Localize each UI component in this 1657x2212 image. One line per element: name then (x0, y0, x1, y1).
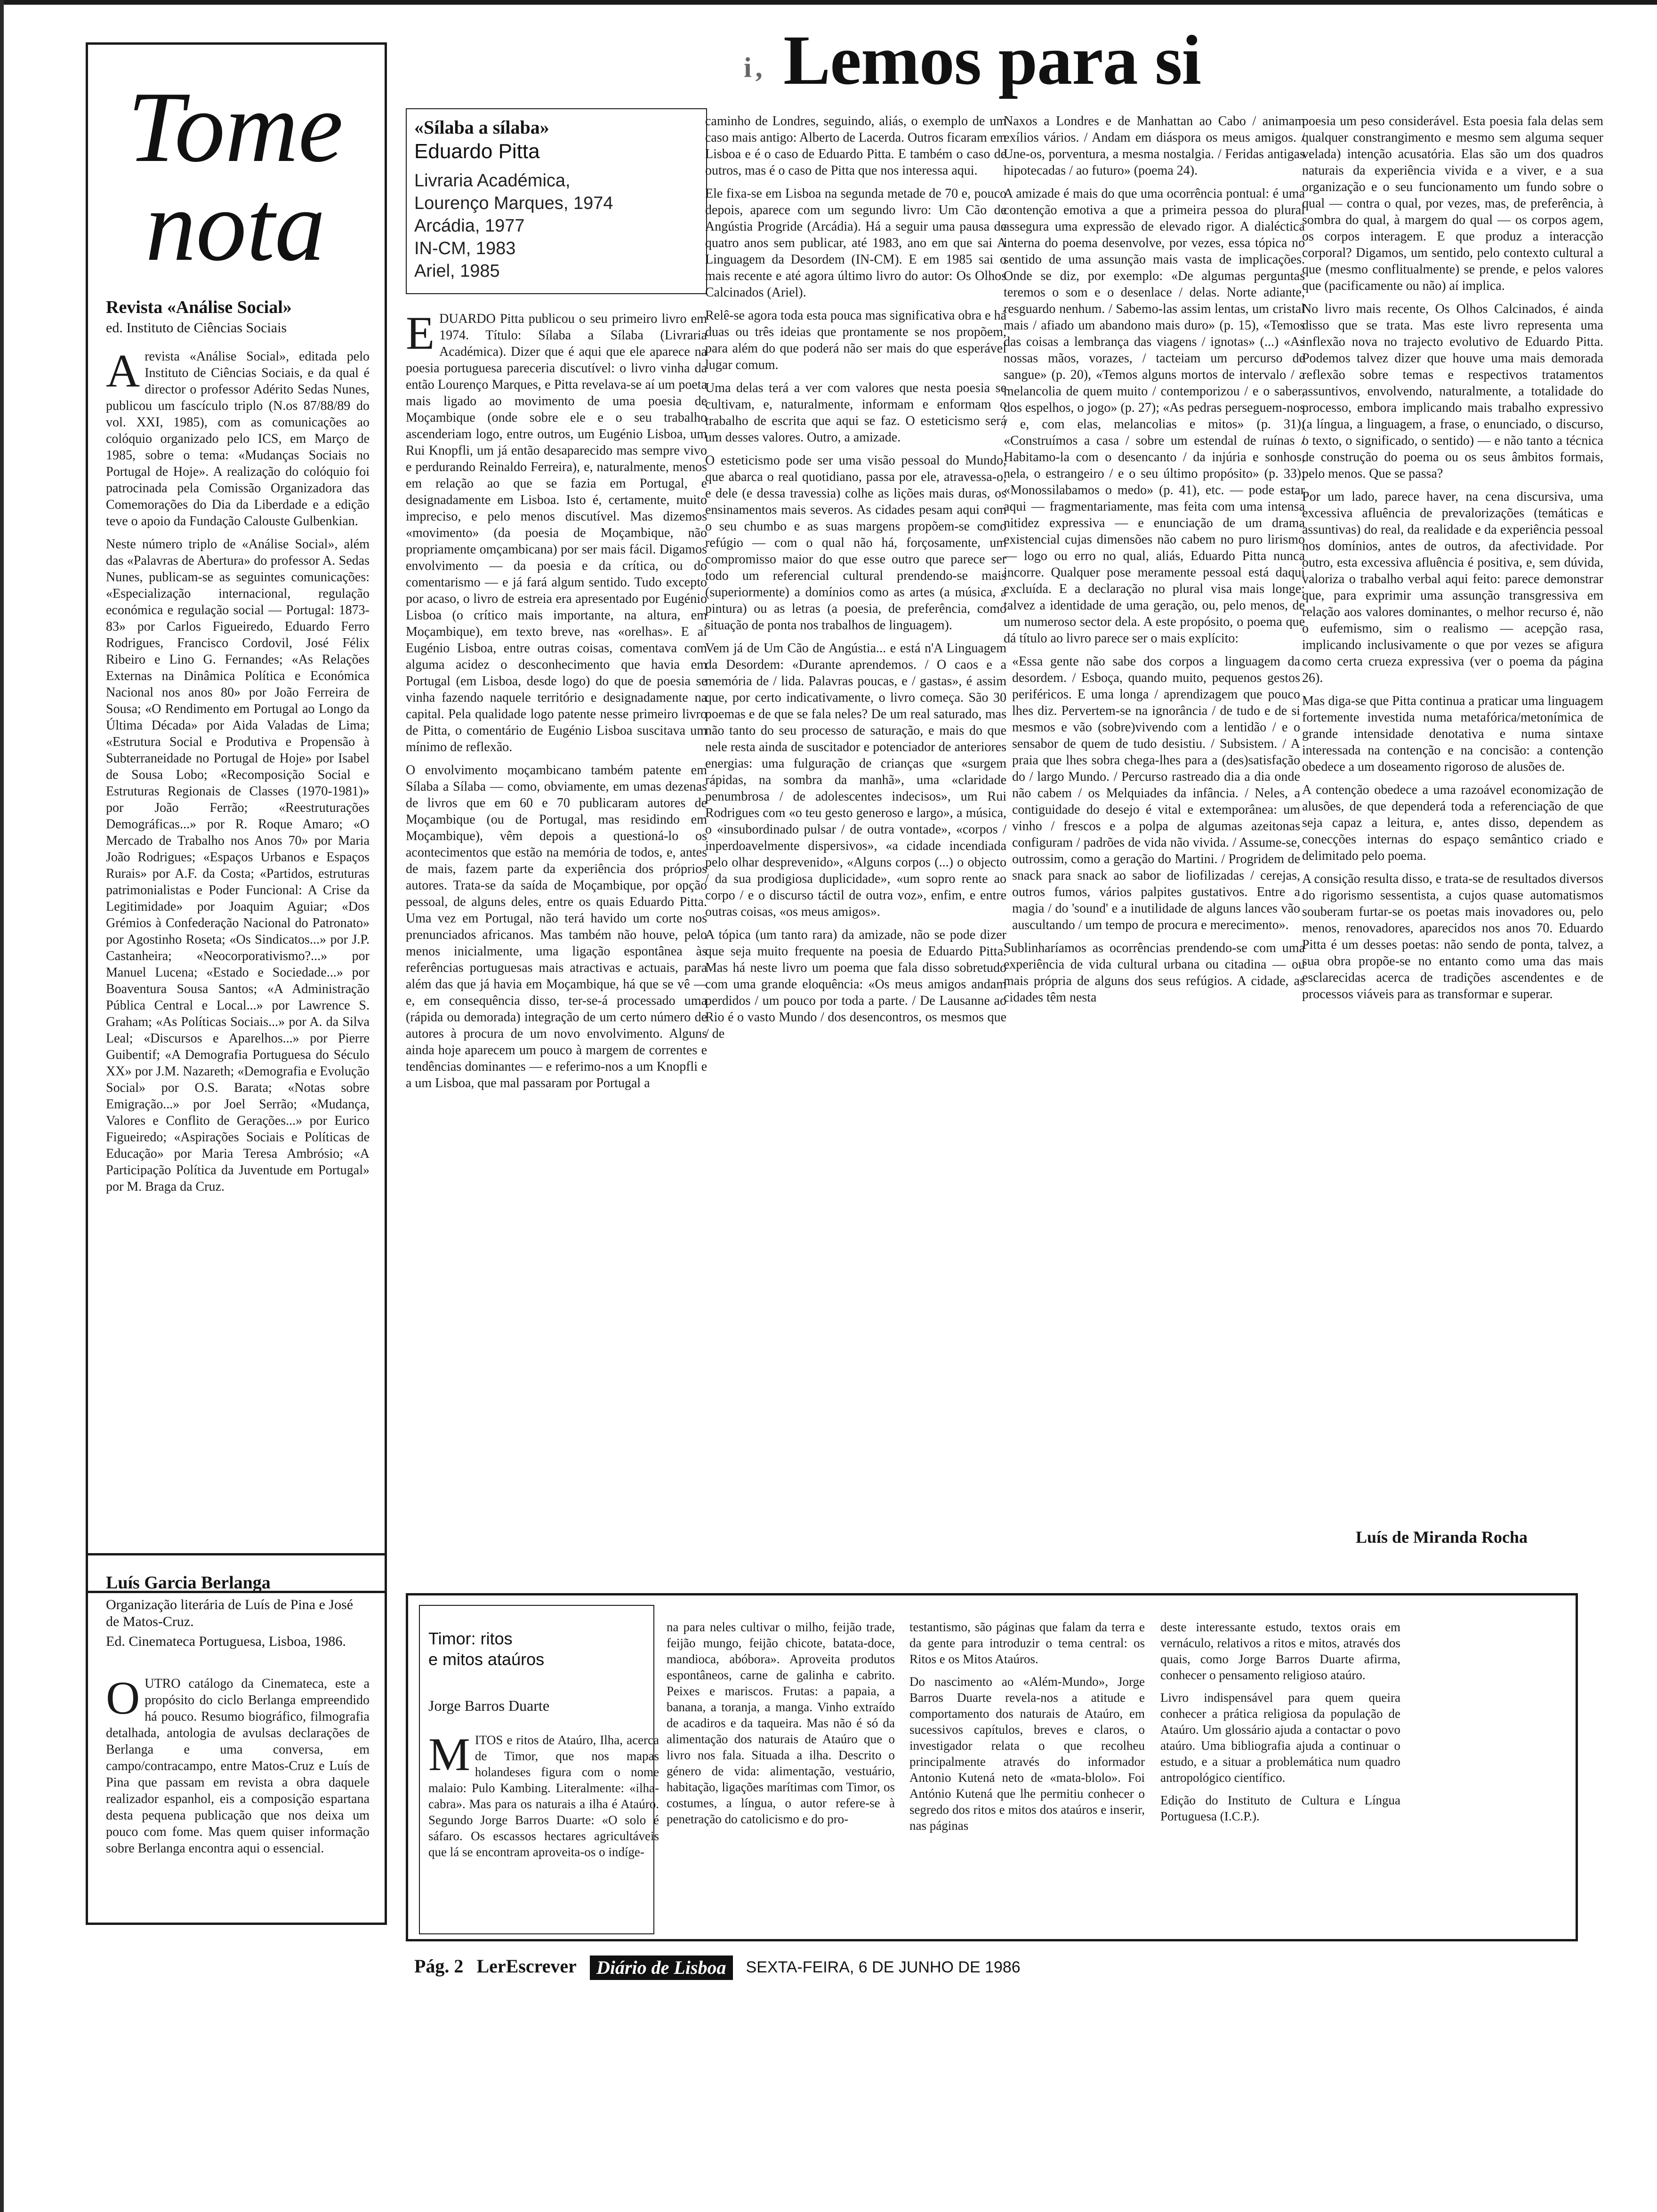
silaba-col2-p6: Vem já de Um Cão de Angústia... e está n'A Linguagem da Desordem: «Durante aprendemos. / O caos e a memória de / lida. Palavras poucas, e / gastas», é assim que, por certo indicativamente, o livro começa. São 30 poemas e de que se fala neles? De um real saturado, mas não tanto do seu processo de saturação, e mais do que nele resta ainda de suscitador e potenciador de anteriores energias: uma fulguração de crianças que «surgem rápidas, na sombra da manhã», uma «claridade penumbrosa / de adolescentes indecisos», um Rui Rodrigues com «o teu gesto generoso e largo», a música, o «insubordinado pulsar / de outra vontade», «corpos / inperdoavelmente dispersivos», «a cidade incendiada pelo olhar desprevenido», «Alguns corpos (...) o objecto / da sua prodigiosa duplicidade», «um sopro rente ao corpo / e o discurso táctil de outra voz», enfim, e entre outras coisas, «os meus amigos». (705, 641, 1006, 919)
timor-column-4 (1160, 1619, 1400, 1934)
silaba-col4-p2: No livro mais recente, Os Olhos Calcinados, é ainda disso que se trata. Mas este livro representa uma inflexão nova no trajecto evolutivo de Eduardo Pitta. Podemos talvez dizer que houve uma mais demorada reflexão sobre temas e respectivos tratamentos assuntivos, envolvendo, naturalmente, a totalidade do processo, embora implicando mais trabalho expressivo (a língua, a linguagem, a frase, o enunciado, o discurso, o texto, o significado, o sentido) — e não tanto a técnica de construção do poema ou os seus âmbitos formais, pelo menos. Que se passa? (1302, 302, 1603, 481)
silaba-column-1 (406, 311, 707, 1553)
berlanga-sub2: Ed. Cinemateca Portuguesa, Lisboa, 1986. (106, 1634, 346, 1649)
silaba-col4-p5: A contenção obedece a uma razoável economização de alusões, de que dependerá toda a referenciação de que seja capaz a leitura, e, antes disso, dependem as conecções internas do espaço semântico criado e delimitado pelo poema. (1302, 783, 1603, 863)
masthead-title: Lemos para si (783, 21, 1201, 99)
book-entry: Arcádia, 1977 (414, 216, 525, 236)
timor-dropcap: M (428, 1732, 470, 1780)
analise-social-body (106, 348, 370, 1565)
analise-social-p1: revista «Análise Social», editada pelo Instituto de Ciências Sociais, e da qual é director o professor Adérito Sedas Nunes, publicou um fascículo triplo (N.os 87/88/89 do vol. XXI, 1985), com as comunicações ao colóquio organizado pelo ICS, em Março de 1985, sobre o tema: «Mudanças Sociais no Portugal de Hoje». A realização do colóquio foi patrocinada pela Comissão Organizadora das Comemorações do Dia da Liberdade e a edição teve o apoio da Fundação Calouste Gulbenkian. (106, 349, 370, 529)
silaba-col4-p1: poesia um peso considerável. Esta poesia fala delas sem qualquer constrangimento e mesmo sem alguma sequer velada) intenção acusatória. Elas são um dos quadros naturais da experiência vivida e a viver, e a sua organização e o seu funcionamento um fundo sobre o qual — contra o qual, por vezes, mas, de preferência, à sombra do qual, à margem do qual — os corpos agem, os corpos interagem. E que produz a interacção corporal? Digamos, um sentido, pelo contexto cultural a que (mesmo conflitualmente) se prende, e pelos valores que (pacificamente ou não) aí implica. (1302, 114, 1603, 293)
silaba-col4-p4: Mas diga-se que Pitta continua a praticar uma linguagem fortemente investida numa metafórica/metonímica de grande intensidade denotativa e numa sintaxe interessada na contenção e na concisão: a contenção obedece a um doseamento rigoroso de alusões de. (1302, 694, 1603, 774)
silaba-col3-p1: Naxos a Londres e de Manhattan ao Cabo / animam exílios vários. / Andam em diáspora os meus amigos. / Une-os, porventura, a mesma nostalgia. / Feridas antigas hipotecadas / ao futuro» (poema 24). (1004, 114, 1305, 178)
book-entry: Ariel, 1985 (414, 261, 500, 281)
book-entry: Lourenço Marques, 1974 (414, 193, 613, 213)
berlanga-sub1: Organização literária de Luís de Pina e José de Matos-Cruz. (106, 1597, 354, 1629)
section-masthead (744, 13, 1215, 107)
silaba-col2-p4: Uma delas terá a ver com valores que nesta poesia se cultivam, e, naturalmente, informam e enformam o trabalho de escrita que aqui se faz. O esteticismo será um desses valores. Outro, a amizade. (705, 381, 1006, 445)
silaba-col2-p2: Ele fixa-se em Lisboa na segunda metade de 70 e, pouco depois, aparece com um segundo livro: Um Cão de Angústia Progride (Arcádia). Há a seguir uma pausa de quatro anos sem publicar, até 1983, ano em que sai A Linguagem da Desordem (IN-CM). E em 1985 sai o mais recente e até agora último livro do autor: Os Olhos Calcinados (Ariel). (705, 186, 1006, 300)
page-footer (414, 1952, 1021, 1980)
timor-col4-p3: Edição do Instituto de Cultura e Língua Portuguesa (I.C.P.). (1160, 1793, 1400, 1823)
timor-column-1 (428, 1732, 659, 1930)
timor-col2-text: na para neles cultivar o milho, feijão trade, feijão mungo, feijão chicote, batata-doce, mandioca, abóbora». Aproveita produtos espontâneos, carne de galinha e cabrito. Peixes e mariscos. Frutas: a papaia, a banana, a toranja, a manga. Vinho extraído de acadiros e da taqueira. Mas não é só da alimentação dos naturais de Ataúro que o livro nos fala. Situada a ilha. Descrito o género de vida: alimentação, vestuário, habitação, ligações marítimas com Timor, os costumes, a língua, o autor refere-se à penetração do catolicismo e do pro- (667, 1620, 895, 1826)
book-entry: Livraria Académica, (414, 171, 571, 191)
silaba-col2-p5: O esteticismo pode ser uma visão pessoal do Mundo, que abarca o real quotidiano, passa por ele, atravessa-o, e dele (e dessa travessia) colhe as lições mais duras, os ensinamentos mais severos. As cidades pesam aqui com o seu chumbo e as suas margens propõem-se como refúgio — com o qual não há, forçosamente, um compromisso maior do que esse outro que parece ser todo um referencial cultural prendendo-se mais (superiormente) a domínios como as artes (a música, a pintura) ou as letras (a poesia, de preferência, como situação de ponta nos trabalhos de linguagem). (705, 453, 1006, 633)
tome-nota-heading-1: Tome (127, 71, 344, 183)
silaba-col2-p1: caminho de Londres, seguindo, aliás, o exemplo de um caso mais antigo: Alberto de Lacerda. Outros ficaram em Lisboa e é o caso de Eduardo Pitta. E também o caso de outros, mas é o caso de Pitta que nos interessa aqui. (705, 114, 1006, 178)
silaba-book-list (414, 169, 697, 282)
analise-social-p2: Neste número triplo de «Análise Social», além das «Palavras de Abertura» do professor A. Sedas Nunes, publicam-se as seguintes comunicações: «Especialização internacional, regulação económica e regulação social — Portugal: 1873-83» por Carlos Figueiredo, Eduardo Ferro Rodrigues, Francisco Cordovil, José Félix Ribeiro e Lino G. Fernandes; «As Relações Externas na Dinâmica Política e Económica Nacional nos anos 80» por João Ferreira de Sousa; «O Rendimento em Portugal ao Longo da Última Década» por Aida Valadas de Lima; «Estrutura Social e Produtiva e Propensão à Subterraneidade no Portugal de Hoje» por Isabel de Sousa Lobo; «Recomposição Social e Estruturas Regionais de Classes (1970-1981)» por João Ferrão; «Reestruturações Demográficas...» por R. Roque Amaro; «O Mercado de Trabalho nos Anos 70» por Maria João Rodrigues; «Espaços Urbanos e Espaços Rurais» por A.F. da Costa; «Partidos, estruturas patrimonialistas e Poder Funcional: A Crise da Legitimidade» por Joaquim Aguiar; «Dos Grémios à Confederação Nacional do Patronato» por Agostinho Roseta; «Os Sindicatos...» por J.P. Castanheira; «Neocorporativismo?...» por Manuel Lucena; «Estado e Sociedade...» por Boaventura Sousa Santos; «A Administração Pública Central e Local...» por Lawrence S. Graham; «As Políticas Sociais...» por A. da Silva Leal; «Discursos e Aparelhos...» por Pierre Guibentif; «A Demografia Portuguesa do Século XX» por J.M. Nazareth; «Demografia e Evolução Social» por O.S. Barata; «Notas sobre Emigração...» por Joel Serrão; «Mudança, Valores e Conflito de Gerações...» por Eurico Figueiredo; «Aspirações Sociais e Políticas de Educação» por Maria Teresa Ambrósio; «A Participação Política da Juventude em Portugal» por M. Braga da Cruz. (106, 537, 370, 1194)
analise-social-title: Revista «Análise Social» (106, 297, 292, 317)
silaba-col3-p3: Sublinharíamos as ocorrências prendendo-se com uma experiência de vida cultural urbana ou citadina — ou mais própria de alguns dos seus refúgios. A cidade, as cidades têm nesta (1004, 941, 1305, 1005)
timor-column-3 (909, 1619, 1145, 1934)
silaba-col2-p3: Relê-se agora toda esta pouca mas significativa obra e há duas ou três ideias que prontamente se nos propõem, para além do que poderá não ser mais do que esperável lugar comum. (705, 308, 1006, 372)
timor-author: Jorge Barros Duarte (428, 1697, 550, 1714)
timor-col3-p2: Do nascimento ao «Além-Mundo», Jorge Barros Duarte revela-nos a atitude e comportamento dos naturais de Ataúro, em sucessivos capítulos, breves e claros, o investigador relata o que recolheu principalmente através do informador Antonio Kutená neto de «mata-blolo». Foi António Kutená que lhe permitiu conhecer o segredo dos ritos e mitos dos ataúros e inserir, nas páginas (909, 1675, 1145, 1833)
scan-edge-left (0, 0, 4, 2212)
book-entry: IN-CM, 1983 (414, 239, 516, 258)
silaba-col3-p2: A amizade é mais do que uma ocorrência pontual: é uma contenção emotiva a que a primeira pessoa do plural assegura uma expressão de elevado rigor. A dialéctica interna do poema desenvolve, por vezes, essa tópica no sentido de uma assunção mais vasta de implicações. Onde se diz, por exemplo: «De algumas perguntas teremos o som e o desenlace / delas. Norte adiante, resguardo nenhum. / Sabemo-las assim lentas, um cristal mais / afiado um abandono mais duro» (p. 15), «Temos das coisas a lembrança das viagens / ignotas» (...) «As nossas mãos, vorazes, / tacteiam um percurso de sangue» (p. 20), «Temos alguns mortos de intervalo / a melancolia de quem muito / contemporizou / e o saber, dos espelhos, o jogo» (p. 27); «As pedras perseguem-nos / e, com elas, melancolias e mitos» (p. 31); «Construímos a casa / sobre um estendal de ruínas / Habitamo-la com o desencanto / da injúria e sonhos, nela, o estrangeiro / e o seu último propósito» (p. 33); «Monossilabamos o medo» (p. 41), etc. — pode estar aqui — fragmentariamente, mas feita com uma intensa nitidez expressiva — e enunciação de um drama existencial cujas dimensões não cabem no puro lirismo — logo ou erro no qual, aliás, Eduardo Pitta nunca incorre. Qualquer pose meramente pessoal está daqui excluída. E a declaração no plural visa mais longe: talvez a identidade de uma geração, ou, pelo menos, de um numeroso sector dela. A este propósito, o poema que dá título ao livro parece ser o mais explícito: (1004, 186, 1305, 646)
silaba-dropcap: E (406, 311, 435, 359)
silaba-column-3 (1004, 113, 1305, 1553)
silaba-column-2 (705, 113, 1006, 1553)
silaba-col1-p2: O envolvimento moçambicano também patente em Sílaba a Sílaba — como, obviamente, em umas dezenas de livros que em 60 e 70 publicaram autores de Moçambique (ou de Portugal, mas residindo em Moçambique), vêm depois a questioná-lo os acontecimentos que estão na memória de todos, e, antes de mais, fazem parte da experiência dos próprios autores. Trata-se da saída de Moçambique, por opção pessoal, de alguns deles, entre os quais Eduardo Pitta. Uma vez em Portugal, não terá havido um corte nos prenunciados africanos. Mas também não houve, pelo menos inicialmente, uma ligação espontânea às referências portuguesas mais atractivas e actuais, para além das que já havia em Moçambique, há que se vê — e, em consequência disso, ter-se-á processado uma (rápida ou demorada) integração de um certo número de autores à procura de um novo envolvimento. Alguns ainda hoje aparecem um pouco à margem de correntes e tendências dominantes — e referimo-nos a um Knopfli e a um Lisboa, que mal passaram por Portugal a (406, 763, 707, 1090)
silaba-col1-p1: DUARDO Pitta publicou o seu primeiro livro em 1974. Título: Sílaba a Sílaba (Livraria Académica). Dizer que é aqui que ele aparece na poesia portuguesa pareceria discutível: o livro vinha da então Lourenço Marques, e Pitta revelava-se aí um poeta mais ligado ao movimento de uma poesia de Moçambique (onde sobre ele e o seu trabalho ascenderiam logo, entre outros, um Eugénio Lisboa, um Rui Knopfli, um já então desaparecido mas sempre vivo e perdurando Reinaldo Ferreira), e, naturalmente, menos em relação ao que se fazia em Portugal, e designadamente em Lisboa. Isto é, certamente, muito impreciso, e pelo menos discutível. Mas dizemos «movimento» (da poesia de Moçambique, não propriamente omçambicana) por ser mais fácil. Digamos envolvimento — da poesia e da crítica, ou do comentarismo — e já fará algum sentido. Tudo excepto por acaso, o livro de estreia era apresentado por Eugénio Lisboa (o crítico mais importante, na altura, em Moçambique), em texto breve, nas «orelhas». E aí Eugénio Lisboa, entre outras coisas, comentava com alguma acidez o desconhecimento que havia em Portugal (em Lisboa, desde logo) do que de poesia se vinha fazendo naquele território e designadamente na capital. Pela qualidade logo patente nesse primeiro livro de Pitta, o comentário de Eugénio Lisboa suscitava um mínimo de reflexão. (406, 312, 707, 754)
newspaper-logo: Diário de Lisboa (590, 1956, 733, 1980)
masthead-prefix: i, (744, 52, 766, 83)
silaba-title: «Sílaba a sílaba» (414, 117, 549, 138)
timor-col3-p1: testantismo, são páginas que falam da terra e da gente para introduzir o tema central: os Ritos e os Mitos Ataúros. (909, 1620, 1145, 1666)
berlanga-dropcap: O (106, 1675, 140, 1724)
page-number: Pág. 2 (414, 1956, 464, 1977)
silaba-col2-p7: A tópica (um tanto rara) da amizade, não se pode dizer que seja muito frequente na poesia de Eduardo Pitta. Mas há neste livro um poema que fala disso sobretudo com uma grande eloquência: «Os meus amigos andam perdidos / um pouco por toda a parte. / De Lausanne ao Rio é o vasto Mundo / dos desencontros, os mesmos que / de (705, 928, 1006, 1041)
berlanga-text: UTRO catálogo da Cinemateca, este a propósito do ciclo Berlanga empreendido há pouco. Resumo biográfico, filmografia detalhada, antologia de avulsas declarações de Berlanga e uma conversa, em campo/contracampo, entre Matos-Cruz e Luís de Pina que passam em revista a obra daquele realizador espanhol, eis a composição espartana desta pequena publicação que nos deixa um pouco com fome. Mas quem quiser informação sobre Berlanga encontra aqui o essencial. (106, 1676, 370, 1856)
silaba-column-4 (1302, 113, 1603, 1520)
berlanga-title: Luís Garcia Berlanga (106, 1573, 271, 1593)
timor-column-2 (667, 1619, 895, 1934)
silaba-col4-p6: A consição resulta disso, e trata-se de resultados diversos do rigorismo sessentista, a cujos quase automatismos souberam furtar-se os poetas mais inovadores ou, pelo menos, renovadores, aparecidos nos anos 70. Eduardo Pitta é um desses poetas: não sendo de ponta, talvez, a sua obra propõe-se no entanto como uma das mais esclarecidas acerca de tradições ascendentes e de processos viáveis para as transformar e superar. (1302, 872, 1603, 1002)
timor-title-1: Timor: ritos (428, 1629, 513, 1648)
timor-col1-text: ITOS e ritos de Ataúro, Ilha, acerca de Timor, que nos mapas holandeses figura com o nome malaio: Pulo Kambing. Literalmente: «ilha-cabra». Mas para os naturais a ilha é Ataúro. Segundo Jorge Barros Duarte: «O solo é sáfaro. Os escassos hectares agricultáveis que lá se encontram aproveita-os o indíge- (428, 1733, 659, 1859)
analise-social-dropcap: A (106, 348, 140, 397)
issue-date: SEXTA-FEIRA, 6 DE JUNHO DE 1986 (746, 1958, 1021, 1976)
timor-col4-p2: Livro indispensável para quem queira conhecer a prática religiosa da população de Ataúro. Um glossário ajuda a contactar o povo ataúro. Uma bibliografia ajuda a continuar o estudo, e a situar a problemática num quadro antropológico científico. (1160, 1691, 1400, 1785)
tome-nota-heading-2: nota (145, 169, 326, 282)
silaba-col3-quote: «Essa gente não sabe dos corpos a linguagem da desordem. / Esboça, quando muito, pequenos gestos periféricos. E uma longa / aprendizagem que pouco lhes diz. Pervertem-se na ignorância / de tudo e de si mesmos e vão (sobre)vivendo com a lentidão / e o sensabor de quem de tudo desistiu. / Subsistem. / A praia que lhes sobra chega-lhes para a (des)satisfação do / largo Mundo. / Percurso rastreado dia a dia onde não cabem / os Melquiades da infância. / Neles, a contiguidade do desejo é vital e extemporânea: um vinho / frescos e a polpa de algumas azeitonas configuram / padrões de vida não vivida. / Assume-se, outrossim, como a geração do Martini. / Progridem de snack para snack ao sabor de liofilizadas / cerejas, outros fumos, vários palpites gustativos. Entre a magia / do 'sound' e a inutilidade de alguns lances vão auscultando / um tempo de procura e merecimento». (1012, 654, 1300, 932)
silaba-author: Eduardo Pitta (414, 140, 540, 163)
review-signature: Luís de Miranda Rocha (1356, 1528, 1528, 1547)
scan-edge-top (0, 0, 1657, 5)
timor-title-2: e mitos ataúros (428, 1650, 545, 1669)
silaba-col4-p3: Por um lado, parece haver, na cena discursiva, uma excessiva afluência de prevalorizações (temáticas e assuntivas) do real, da realidade e da experiência pessoal nos domínios, antes de outros, da afectividade. Por outro, esta excessiva afluência é positiva, e, sem dúvida, valoriza o trabalho verbal aqui feito: parece demonstrar que, para exprimir uma assunção transgressiva em relação aos valores dominantes, o melhor recurso é, não o eufemismo, sim o realismo — acepção rasa, implicando inclusivamente o que por vezes se afigura como certa crueza expressiva (ver o poema da página 26). (1302, 489, 1603, 685)
analise-social-publisher: ed. Instituto de Ciências Sociais (106, 320, 287, 336)
timor-col4-p1: deste interessante estudo, textos orais em vernáculo, relativos a ritos e mitos, através dos quais, como Jorge Barros Duarte afirma, conhecer o pensamento religioso ataúro. (1160, 1620, 1400, 1682)
berlanga-body (106, 1675, 370, 1911)
section-name: LerEscrever (476, 1956, 577, 1977)
